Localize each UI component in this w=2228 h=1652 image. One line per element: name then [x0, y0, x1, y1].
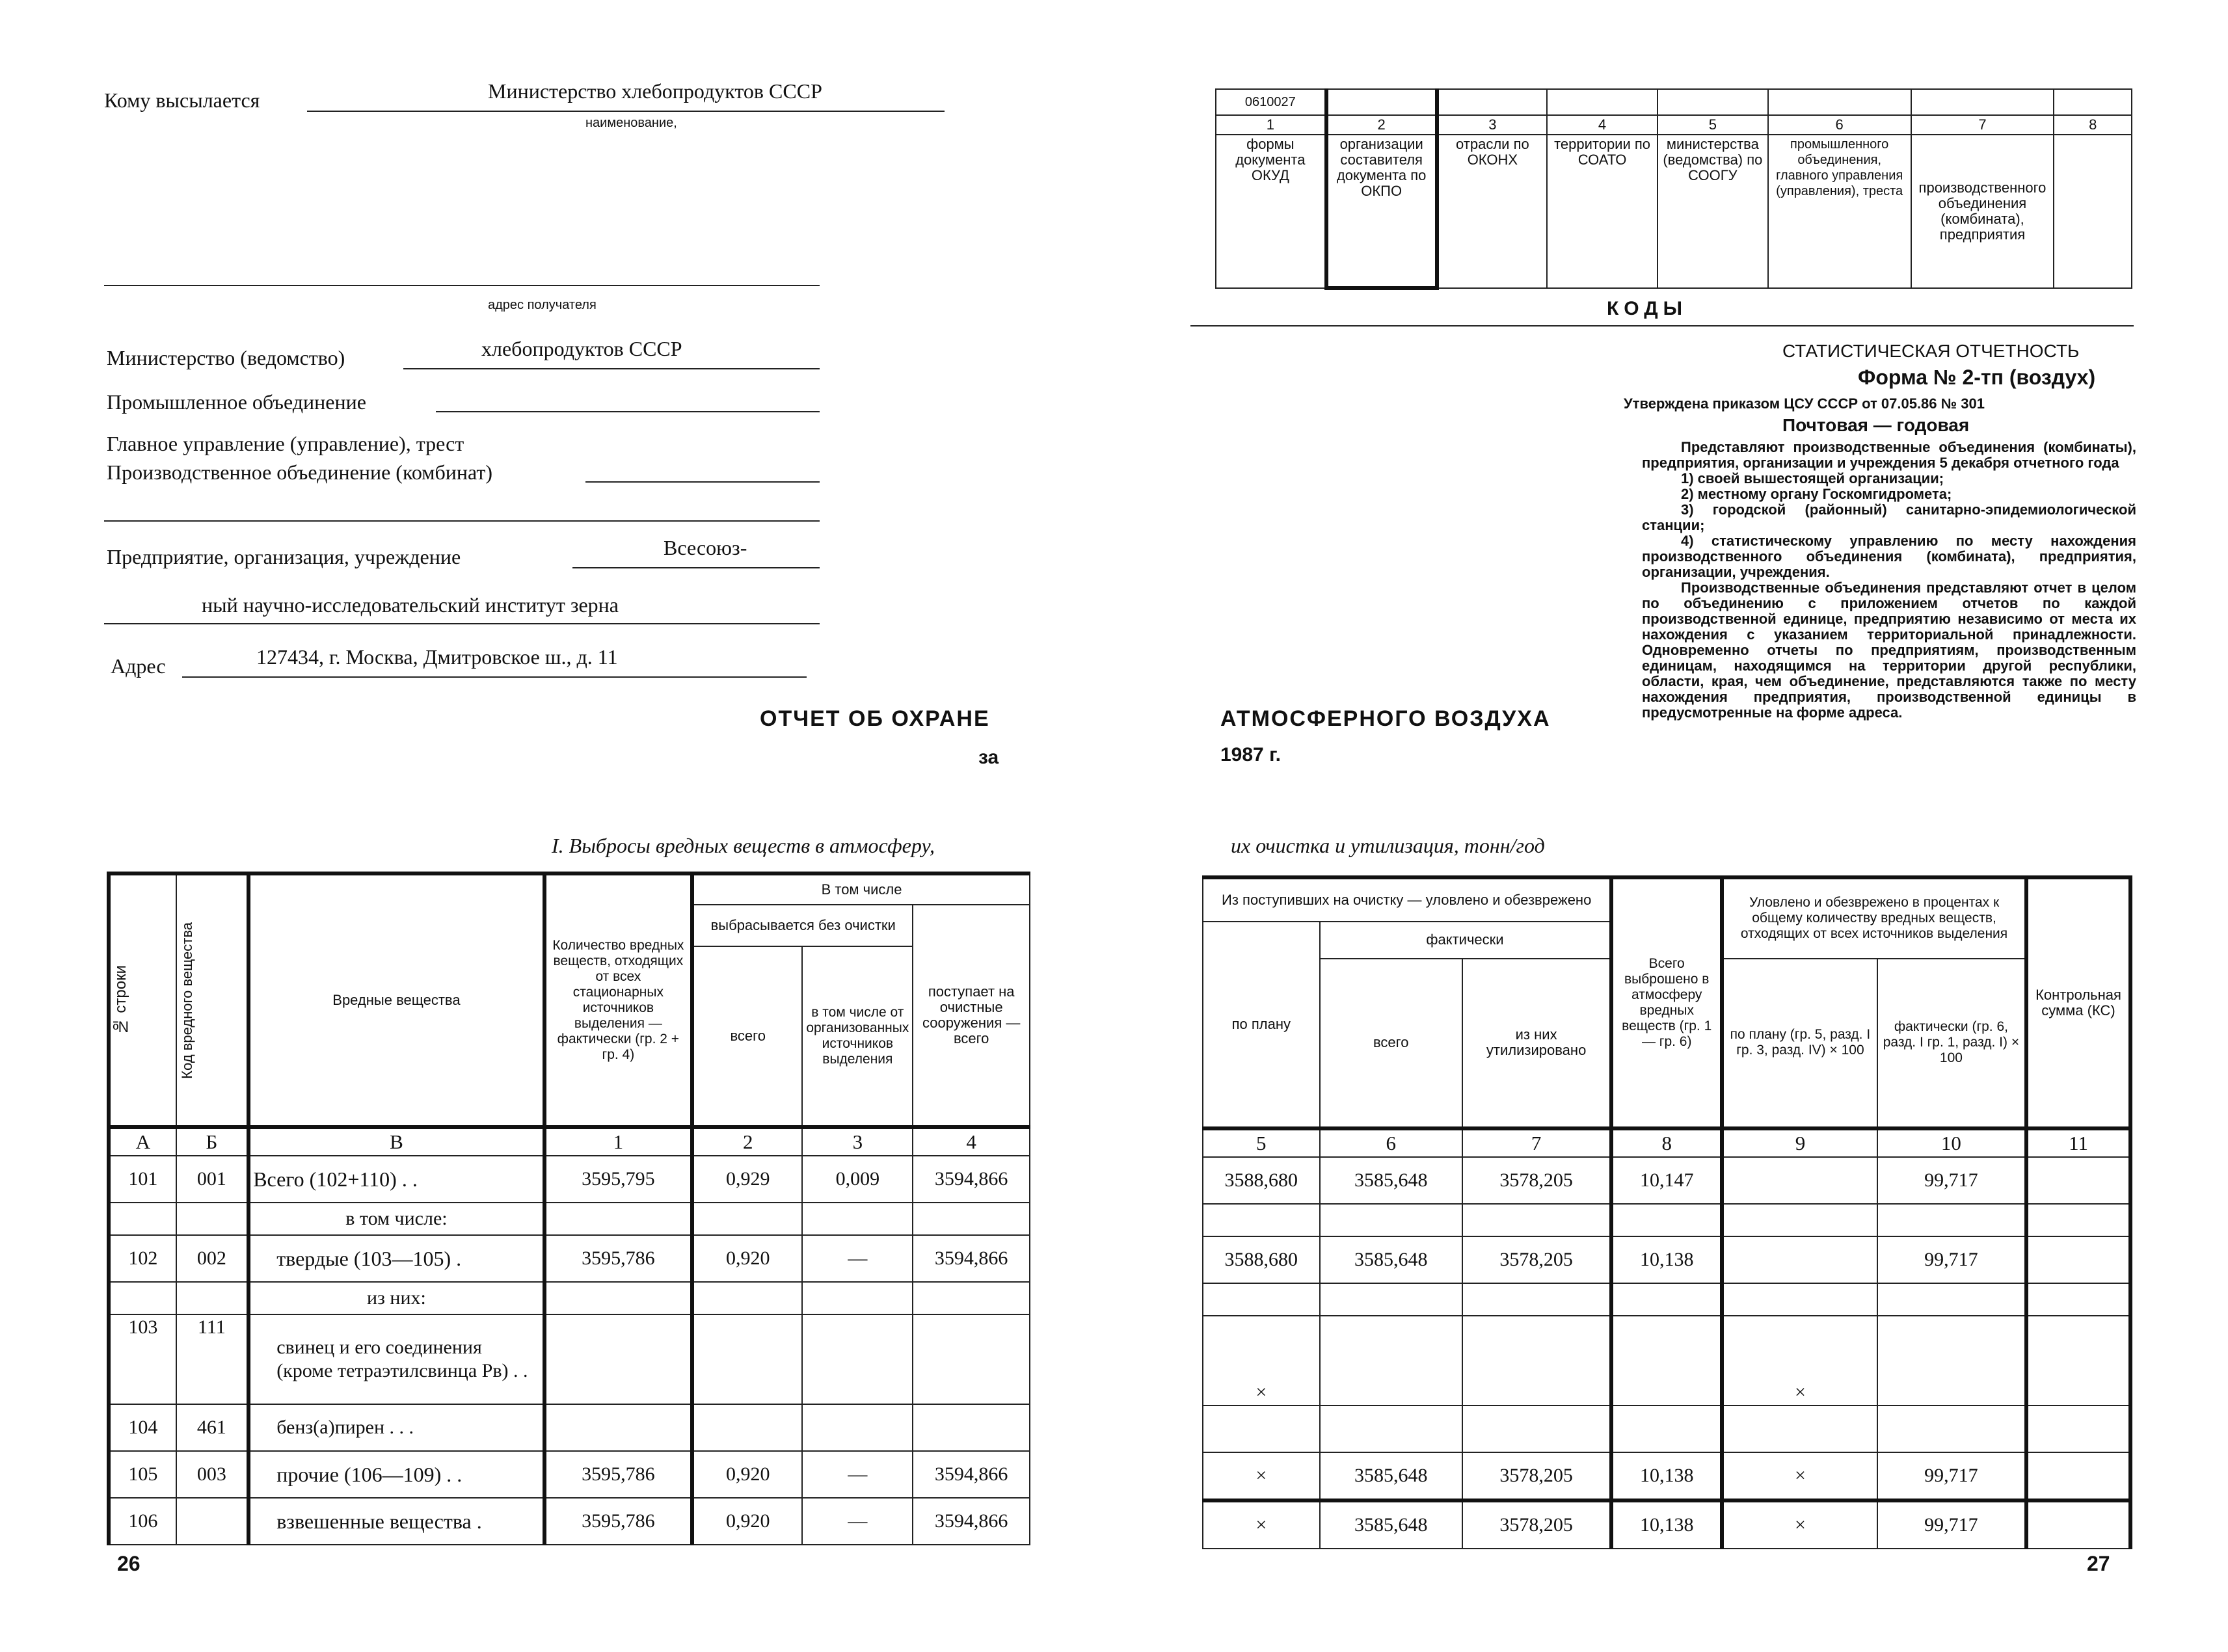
row-c4: 3594,866 [913, 1498, 1030, 1545]
colnum-4: 4 [913, 1127, 1030, 1156]
row-c3 [802, 1282, 913, 1314]
instruction-3: 3) городской (районный) санитарно-эпидемиологической станции; [1642, 501, 2136, 533]
code-num-4: 4 [1547, 115, 1658, 135]
row-c2: 0,920 [692, 1498, 802, 1545]
table-row [1203, 1204, 2130, 1236]
header-organized: в том числе от организованных источников выделения [802, 946, 913, 1127]
row-c1: 3595,786 [544, 1235, 692, 1282]
header-actual: фактически [1320, 922, 1612, 959]
header-captured-pct: Уловлено и обезврежено в процентах к общему количеству вредных веществ, отходящих от всех источников выделения [1722, 877, 2026, 959]
table-row [109, 1235, 1030, 1282]
row-c2 [692, 1282, 802, 1314]
page-number-right: 27 [2087, 1552, 2110, 1575]
row-c1 [544, 1404, 692, 1451]
row-c7 [1462, 1406, 1612, 1452]
row-c4 [913, 1404, 1030, 1451]
row-code [176, 1498, 249, 1545]
instruction-1: 1) своей вышестоящей организации; [1681, 470, 1944, 486]
row-no [109, 1203, 176, 1235]
row-c11 [2026, 1406, 2130, 1452]
row-c9 [1722, 1406, 1877, 1452]
row-name: в том числе: [248, 1203, 544, 1235]
enterprise-label: Предприятие, организация, учреждение [107, 545, 461, 568]
row-c7: 3578,205 [1462, 1236, 1612, 1283]
colnum-A: А [109, 1127, 176, 1156]
table-row [109, 1314, 1030, 1404]
ministry-label: Министерство (ведомство) [107, 346, 345, 369]
row-name: прочие (106—109) . . [248, 1451, 544, 1498]
row-no: 102 [109, 1235, 176, 1282]
row-c4: 3594,866 [913, 1451, 1030, 1498]
row-c10 [1877, 1204, 2026, 1236]
row-c9: × [1722, 1500, 1877, 1549]
table-row [1203, 1406, 2130, 1452]
row-c11 [2026, 1316, 2130, 1406]
colnum-B: Б [176, 1127, 249, 1156]
recipient-value: Министерство хлебопродуктов СССР [488, 79, 822, 103]
emissions-table-left [107, 872, 1030, 1545]
colnum-7: 7 [1462, 1128, 1612, 1157]
header-row-no: № строки [112, 965, 129, 1035]
row-c5 [1203, 1204, 1320, 1236]
codes-table [1215, 88, 2132, 290]
table-row [1203, 1283, 2130, 1316]
industrial-assoc-label: Промышленное объединение [107, 390, 366, 414]
row-no [109, 1282, 176, 1314]
report-year: 1987 г. [1220, 744, 1281, 766]
table-row [109, 1156, 1030, 1203]
row-c11 [2026, 1452, 2130, 1500]
row-c2 [692, 1404, 802, 1451]
row-no: 103 [109, 1314, 176, 1404]
row-c6: 3585,648 [1320, 1452, 1462, 1500]
row-c8 [1611, 1406, 1722, 1452]
colnum-8: 8 [1611, 1128, 1722, 1157]
code-label-3: отрасли по ОКОНХ [1437, 135, 1548, 288]
colnum-11: 11 [2026, 1128, 2130, 1157]
table-row [1203, 1452, 2130, 1500]
row-name: Всего (102+110) . . [248, 1156, 544, 1203]
instruction-0: Представляют производственные объединения (комбинаты), предприятия, организации и учреждения 5 декабря отчетного года [1642, 439, 2136, 471]
row-c3 [802, 1203, 913, 1235]
header-including: В том числе [692, 873, 1030, 905]
postal-text: Почтовая — годовая [1782, 415, 1970, 435]
header-quantity: Количество вредных веществ, отходящих от всех стационарных источников выделения — фактически (гр. 2 + гр. 4) [544, 873, 692, 1127]
row-c2: 0,920 [692, 1451, 802, 1498]
header-total: всего [692, 946, 802, 1127]
row-name: взвешенные вещества . [248, 1498, 544, 1545]
instructions [1642, 440, 2136, 721]
form-code: 0610027 [1216, 89, 1326, 115]
za-label: за [978, 747, 999, 768]
colnum-3: 3 [802, 1127, 913, 1156]
row-c5: 3588,680 [1203, 1157, 1320, 1204]
header-by-plan: по плану [1203, 922, 1320, 1128]
row-c1 [544, 1203, 692, 1235]
instruction-5: Производственные объединения представляют отчет в целом по объединению с приложением отчетов по каждой производственной единице, предприятию независимо от места их нахождения с указанием территориальной принадлежности. Одновременно отчеты по предприятиям, производственным единицам, находящимся на территории другой республики, области, края, чем объединение, представляются также по месту нахождения предприятия, производственной единицы в предусмотренные на форме адреса. [1642, 580, 2136, 721]
row-c11 [2026, 1236, 2130, 1283]
row-c9 [1722, 1283, 1877, 1316]
section-title-left: I. Выбросы вредных веществ в атмосферу, [552, 834, 935, 857]
row-c9: × [1722, 1452, 1877, 1500]
row-c10: 99,717 [1877, 1236, 2026, 1283]
row-c7 [1462, 1283, 1612, 1316]
row-c3: — [802, 1235, 913, 1282]
row-c6: 3585,648 [1320, 1157, 1462, 1204]
table-row [1203, 1316, 2130, 1406]
row-no: 101 [109, 1156, 176, 1203]
row-c3: — [802, 1451, 913, 1498]
code-label-5: министерства (ведомства) по СООГУ [1658, 135, 1768, 288]
row-code: 002 [176, 1235, 249, 1282]
code-label-1: формы документа ОКУД [1216, 135, 1326, 288]
row-c4 [913, 1203, 1030, 1235]
recipient-caption: наименование, [585, 116, 677, 130]
row-c2: 0,929 [692, 1156, 802, 1203]
row-no: 105 [109, 1451, 176, 1498]
row-c4: 3594,866 [913, 1156, 1030, 1203]
row-no: 104 [109, 1404, 176, 1451]
colnum-10: 10 [1877, 1128, 2026, 1157]
code-num-3: 3 [1437, 115, 1548, 135]
row-c2 [692, 1314, 802, 1404]
table-row [1203, 1157, 2130, 1204]
header-substances: Вредные вещества [248, 873, 544, 1127]
row-c5: × [1203, 1500, 1320, 1549]
header-pct-actual: фактически (гр. 6, разд. I гр. 1, разд. I) × 100 [1877, 959, 2026, 1128]
row-c7 [1462, 1204, 1612, 1236]
address-label: Адрес [111, 654, 166, 678]
row-c6 [1320, 1406, 1462, 1452]
enterprise-value-2: ный научно-исследовательский институт зерна [202, 593, 619, 617]
header-utilized: из них утилизировано [1462, 959, 1612, 1128]
header-to-treatment: поступает на очистные сооружения — всего [913, 905, 1030, 1127]
row-c8: 10,138 [1611, 1452, 1722, 1500]
row-c4 [913, 1282, 1030, 1314]
row-c3 [802, 1404, 913, 1451]
table-row [1203, 1236, 2130, 1283]
row-c1 [544, 1314, 692, 1404]
section-title-right: их очистка и утилизация, тонн/год [1231, 834, 1545, 857]
code-label-7: производственного объединения (комбината), предприятия [1911, 135, 2054, 288]
ministry-value: хлебопродуктов СССР [481, 337, 682, 360]
prod-assoc-label: Производственное объединение (комбинат) [107, 460, 493, 484]
row-name: твердые (103—105) . [248, 1235, 544, 1282]
row-code: 111 [176, 1314, 249, 1404]
form-number: Форма № 2-тп (воздух) [1858, 366, 2096, 389]
enterprise-value-1: Всесоюз- [664, 536, 747, 559]
codes-caption: КОДЫ [1607, 298, 1687, 319]
colnum-2: 2 [692, 1127, 802, 1156]
table-row [109, 1451, 1030, 1498]
row-c11 [2026, 1157, 2130, 1204]
header-received: Из поступивших на очистку — уловлено и обезврежено [1203, 877, 1611, 922]
row-code [176, 1282, 249, 1314]
colnum-9: 9 [1722, 1128, 1877, 1157]
row-c4: 3594,866 [913, 1235, 1030, 1282]
instruction-2: 2) местному органу Госкомгидромета; [1681, 486, 1952, 502]
row-c10: 99,717 [1877, 1452, 2026, 1500]
row-c7: 3578,205 [1462, 1157, 1612, 1204]
code-num-6: 6 [1768, 115, 1911, 135]
address-value: 127434, г. Москва, Дмитровское ш., д. 11 [256, 645, 618, 669]
table-row [109, 1203, 1030, 1235]
row-c9: × [1722, 1316, 1877, 1406]
colnum-6: 6 [1320, 1128, 1462, 1157]
table-row [109, 1282, 1030, 1314]
row-c3: — [802, 1498, 913, 1545]
row-c5: × [1203, 1452, 1320, 1500]
header-pct-plan: по плану (гр. 5, разд. I гр. 3, разд. IV) × 100 [1722, 959, 1877, 1128]
row-c7 [1462, 1316, 1612, 1406]
row-c9 [1722, 1236, 1877, 1283]
row-no: 106 [109, 1498, 176, 1545]
row-c9 [1722, 1204, 1877, 1236]
approved-text: Утверждена приказом ЦСУ СССР от 07.05.86 № 301 [1624, 395, 1985, 412]
row-c10 [1877, 1316, 2026, 1406]
code-num-1: 1 [1216, 115, 1326, 135]
main-dept-label: Главное управление (управление), трест [107, 432, 464, 455]
instruction-4: 4) статистическому управлению по месту нахождения производственного объединения (комбината), предприятия, организации, учреждения. [1642, 533, 2136, 580]
code-num-2: 2 [1326, 115, 1437, 135]
code-label-4: территории по СОАТО [1547, 135, 1658, 288]
colnum-5: 5 [1203, 1128, 1320, 1157]
row-code: 461 [176, 1404, 249, 1451]
row-c1: 3595,786 [544, 1451, 692, 1498]
code-label-6: промышленного объединения, главного управления (управления), треста [1768, 135, 1911, 288]
row-c11 [2026, 1283, 2130, 1316]
header-code: Код вредного вещества [178, 922, 195, 1079]
recipient-label: Кому высылается [104, 88, 260, 112]
row-c7: 3578,205 [1462, 1500, 1612, 1549]
code-label-2: организации составителя документа по ОКПО [1326, 135, 1437, 288]
row-c1 [544, 1282, 692, 1314]
report-title-left: ОТЧЕТ ОБ ОХРАНЕ [760, 706, 990, 731]
row-c11 [2026, 1500, 2130, 1549]
code-num-7: 7 [1911, 115, 2054, 135]
emissions-table-right [1202, 875, 2132, 1549]
code-num-5: 5 [1658, 115, 1768, 135]
stat-reporting: СТАТИСТИЧЕСКАЯ ОТЧЕТНОСТЬ [1782, 341, 2080, 361]
page-number-left: 26 [117, 1552, 141, 1575]
row-c6 [1320, 1204, 1462, 1236]
address-caption: адрес получателя [488, 298, 597, 312]
row-c4 [913, 1314, 1030, 1404]
row-c8: 10,138 [1611, 1500, 1722, 1549]
table-row [109, 1404, 1030, 1451]
header-control: Контрольная сумма (КС) [2026, 877, 2130, 1128]
report-title-right: АТМОСФЕРНОГО ВОЗДУХА [1220, 706, 1551, 731]
header-total-r: всего [1320, 959, 1462, 1128]
row-c6: 3585,648 [1320, 1500, 1462, 1549]
row-name: бенз(а)пирен . . . [248, 1404, 544, 1451]
row-code: 003 [176, 1451, 249, 1498]
row-c2 [692, 1203, 802, 1235]
row-c6 [1320, 1283, 1462, 1316]
row-c6 [1320, 1316, 1462, 1406]
row-c1: 3595,795 [544, 1156, 692, 1203]
row-c6: 3585,648 [1320, 1236, 1462, 1283]
row-c5 [1203, 1283, 1320, 1316]
table-row [109, 1498, 1030, 1545]
colnum-1: 1 [544, 1127, 692, 1156]
row-name: свинец и его соединения (кроме тетраэтилсвинца Рв) . . [248, 1314, 544, 1404]
code-label-8 [2054, 135, 2132, 288]
table-row [1203, 1500, 2130, 1549]
row-c8 [1611, 1204, 1722, 1236]
row-c2: 0,920 [692, 1235, 802, 1282]
row-c11 [2026, 1204, 2130, 1236]
row-c10: 99,717 [1877, 1500, 2026, 1549]
row-c1: 3595,786 [544, 1498, 692, 1545]
code-num-8: 8 [2054, 115, 2132, 135]
row-c8 [1611, 1283, 1722, 1316]
header-emitted: выбрасывается без очистки [692, 905, 913, 946]
row-c5 [1203, 1406, 1320, 1452]
row-name: из них: [248, 1282, 544, 1314]
colnum-V: В [248, 1127, 544, 1156]
row-c5: 3588,680 [1203, 1236, 1320, 1283]
row-c8: 10,147 [1611, 1157, 1722, 1204]
row-code: 001 [176, 1156, 249, 1203]
row-c10: 99,717 [1877, 1157, 2026, 1204]
row-c3: 0,009 [802, 1156, 913, 1203]
header-emitted-total: Всего выброшено в атмосферу вредных веществ (гр. 1 — гр. 6) [1611, 877, 1722, 1128]
row-c8 [1611, 1316, 1722, 1406]
row-code [176, 1203, 249, 1235]
row-c8: 10,138 [1611, 1236, 1722, 1283]
row-c3 [802, 1314, 913, 1404]
row-c7: 3578,205 [1462, 1452, 1612, 1500]
row-c10 [1877, 1283, 2026, 1316]
row-c5: × [1203, 1316, 1320, 1406]
row-c9 [1722, 1157, 1877, 1204]
row-c10 [1877, 1406, 2026, 1452]
